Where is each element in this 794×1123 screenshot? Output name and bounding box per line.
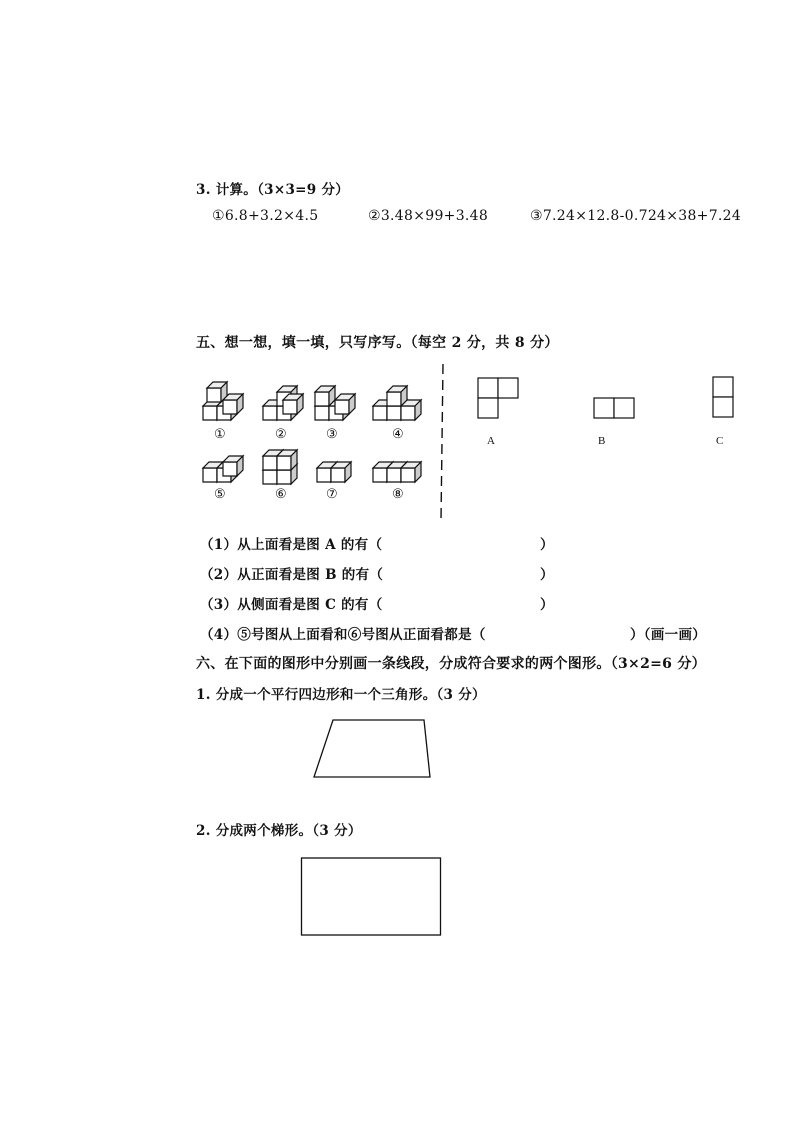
- figure-number-5: ⑤: [214, 487, 226, 502]
- question-1: （1）从上面看是图 A 的有（: [200, 537, 383, 553]
- cube-figure-2: [263, 386, 303, 420]
- question-3-close: ）: [540, 597, 554, 613]
- section6-title: 六、在下面的图形中分别画一条线段，分成符合要求的两个图形。（3×2=6 分）: [196, 656, 706, 672]
- question-2-close: ）: [540, 567, 554, 583]
- figure-number-1: ①: [214, 427, 226, 442]
- cube-figure-1: [203, 382, 243, 420]
- view-label-a: A: [487, 435, 495, 447]
- figure-number-2: ②: [275, 427, 287, 442]
- section5-title: 五、想一想，填一填，只写序写。（每空 2 分，共 8 分）: [196, 335, 559, 351]
- question-4-suffix: ）（画一画）: [630, 627, 707, 643]
- figure-number-7: ⑦: [326, 487, 338, 502]
- view-shape-c: [713, 377, 733, 417]
- q3-title: 3. 计算。（3×3=9 分）: [196, 182, 350, 198]
- trapezoid-shape: [310, 715, 440, 785]
- cube-figure-3: [315, 386, 355, 420]
- q3-item-2: ②3.48×99+3.48: [368, 208, 489, 224]
- section6-q2: 2. 分成两个梯形。（3 分）: [196, 823, 362, 839]
- view-shape-a: [478, 378, 518, 418]
- cube-figure-5: [203, 456, 243, 482]
- view-shapes: [470, 375, 770, 435]
- figure-number-4: ④: [392, 427, 404, 442]
- figure-number-8: ⑧: [392, 487, 404, 502]
- view-label-b: B: [598, 435, 606, 447]
- question-2: （2）从正面看是图 B 的有（: [200, 567, 384, 583]
- section6-q1: 1. 分成一个平行四边形和一个三角形。（3 分）: [196, 687, 486, 703]
- rectangle-shape: [299, 855, 444, 937]
- question-1-close: ）: [540, 537, 554, 553]
- cube-figure-8: [373, 462, 421, 482]
- divider-line: [441, 364, 443, 520]
- question-3: （3）从侧面看是图 C 的有（: [200, 597, 383, 613]
- q3-item-3: ③7.24×12.8-0.724×38+7.24: [530, 208, 742, 224]
- cube-figure-4: [373, 386, 421, 420]
- question-4: （4）⑤号图从上面看和⑥号图从正面看都是（: [200, 627, 486, 643]
- cube-figure-6: [263, 450, 297, 484]
- view-label-c: C: [716, 435, 724, 447]
- view-shape-b: [594, 398, 634, 418]
- q3-item-1: ①6.8+3.2×4.5: [212, 208, 319, 224]
- figure-number-6: ⑥: [275, 487, 287, 502]
- figure-number-3: ③: [326, 427, 338, 442]
- cube-figure-7: [317, 462, 351, 482]
